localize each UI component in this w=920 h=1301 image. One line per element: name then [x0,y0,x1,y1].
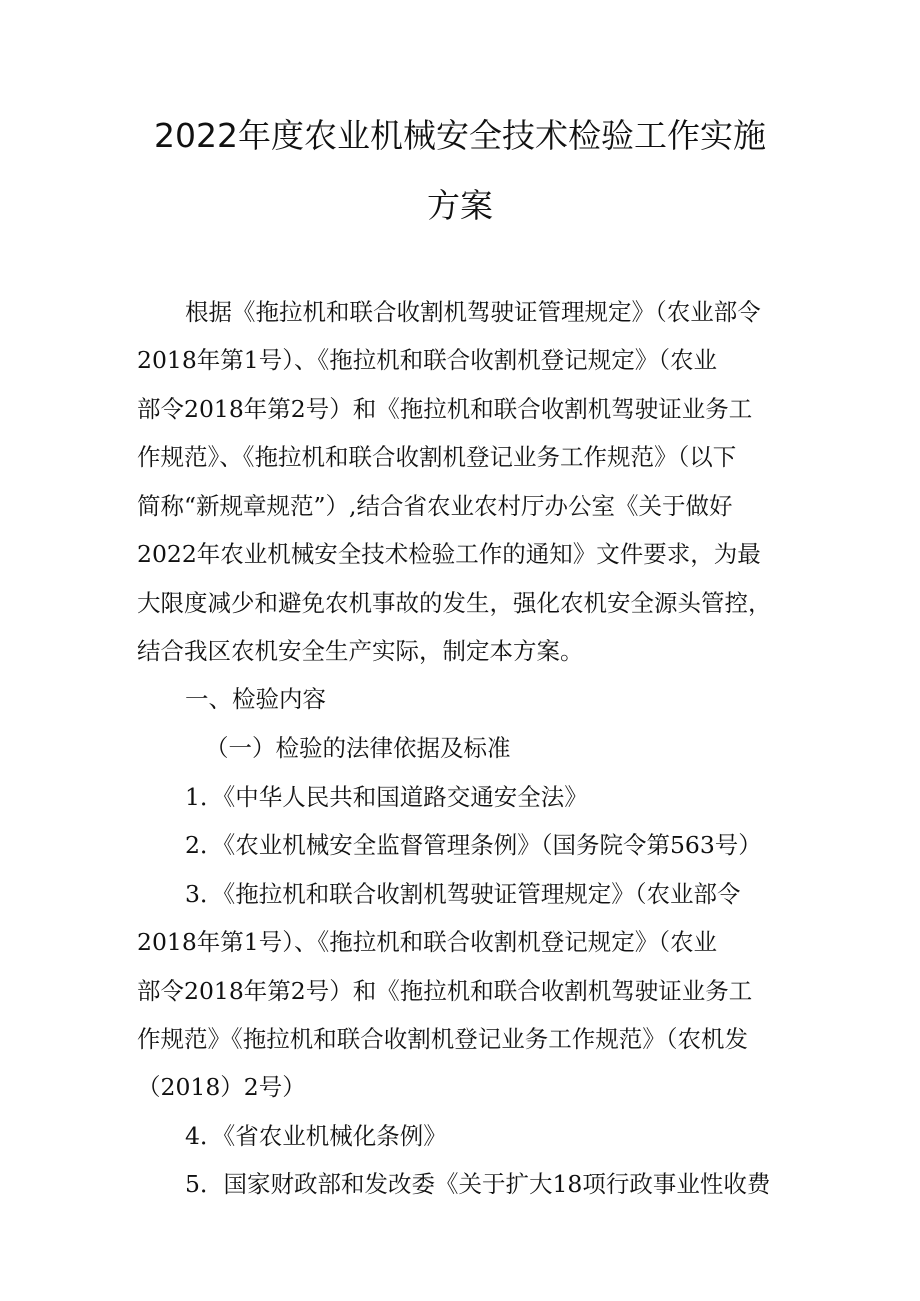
list-item-3-line-5: （2018）2号） [137,1073,306,1101]
list-item-3-line-4: 作规范》《拖拉机和联合收割机登记业务工作规范》（农机发 [137,1025,748,1053]
intro-line-5: 简称“新规章规范”）,结合省农业农村厅办公室《关于做好 [137,492,733,520]
list-item-4: 4．《省农业机械化条例》 [185,1122,447,1150]
intro-line-4: 作规范》、《拖拉机和联合收割机登记业务工作规范》（以下 [137,443,737,471]
list-item-3-line-2: 2018年第1号）、《拖拉机和联合收割机登记规定》（农业 [137,928,718,956]
list-item-3-line-3: 部令2018年第2号）和《拖拉机和联合收割机驾驶证业务工 [137,977,753,1005]
intro-line-6: 2022年农业机械安全技术检验工作的通知》文件要求，为最 [137,540,761,568]
subsection-1-heading: （一）检验的法律依据及标准 [205,734,511,762]
list-item-3-line-1: 3．《拖拉机和联合收割机驾驶证管理规定》（农业部令 [185,880,741,908]
document-title-line-1: 2022年度农业机械安全技术检验工作实施 [154,116,766,155]
intro-line-8: 结合我区农机安全生产实际，制定本方案。 [137,637,584,665]
intro-line-7: 大限度减少和避免农机事故的发生，强化农机安全源头管控， [137,589,772,617]
section-1-heading: 一、检验内容 [185,685,326,713]
document-title-line-2: 方案 [427,186,493,225]
list-item-1: 1．《中华人民共和国道路交通安全法》 [185,783,588,811]
intro-line-2: 2018年第1号）、《拖拉机和联合收割机登记规定》（农业 [137,346,718,374]
list-item-5: 5．国家财政部和发改委《关于扩大18项行政事业性收费 [185,1170,771,1198]
intro-line-3: 部令2018年第2号）和《拖拉机和联合收割机驾驶证业务工 [137,395,753,423]
list-item-2: 2．《农业机械安全监督管理条例》（国务院令第563号） [185,831,762,859]
intro-line-1: 根据《拖拉机和联合收割机驾驶证管理规定》（农业部令 [185,298,761,326]
